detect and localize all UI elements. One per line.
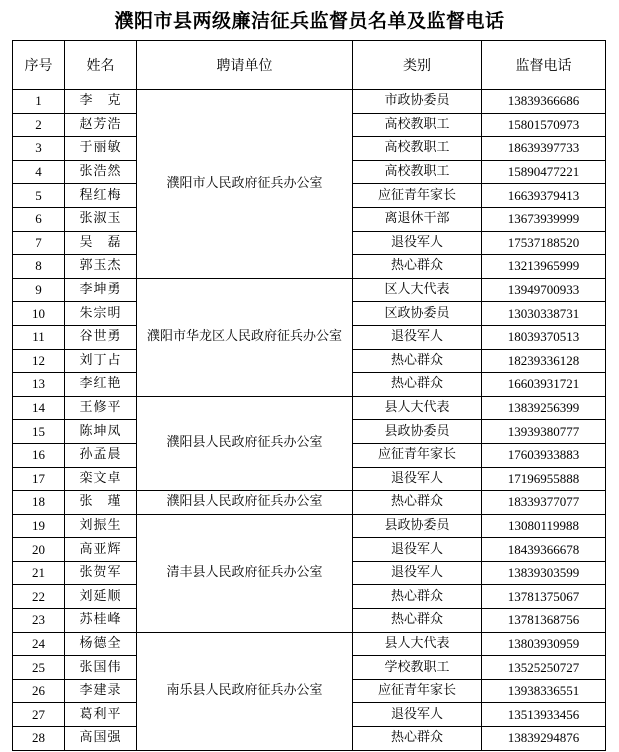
row-category: 退役军人	[353, 703, 482, 727]
table-row	[13, 90, 606, 114]
row-category: 县政协委员	[353, 420, 482, 444]
row-name: 杨德全	[65, 632, 137, 656]
row-name: 李建录	[65, 679, 137, 703]
table-body	[13, 90, 606, 751]
table-row	[13, 491, 606, 515]
row-name: 吴 磊	[65, 231, 137, 255]
row-index: 23	[13, 609, 65, 633]
table-row	[13, 632, 606, 656]
row-index: 18	[13, 491, 65, 515]
row-category: 热心群众	[353, 609, 482, 633]
row-phone: 13213965999	[482, 255, 606, 279]
row-index: 7	[13, 231, 65, 255]
row-index: 1	[13, 90, 65, 114]
row-index: 2	[13, 113, 65, 137]
row-name: 高国强	[65, 727, 137, 751]
row-name: 李坤勇	[65, 278, 137, 302]
row-index: 27	[13, 703, 65, 727]
header-category: 类别	[353, 41, 482, 90]
row-category: 退役军人	[353, 538, 482, 562]
row-name: 刘丁占	[65, 349, 137, 373]
row-category: 县人大代表	[353, 632, 482, 656]
row-name: 赵芳浩	[65, 113, 137, 137]
row-phone: 18639397733	[482, 137, 606, 161]
row-phone: 13525250727	[482, 656, 606, 680]
row-index: 13	[13, 373, 65, 397]
row-name: 张贺军	[65, 561, 137, 585]
row-index: 4	[13, 160, 65, 184]
row-phone: 18439366678	[482, 538, 606, 562]
row-index: 26	[13, 679, 65, 703]
row-phone: 13030338731	[482, 302, 606, 326]
row-phone: 18339377077	[482, 491, 606, 515]
row-index: 12	[13, 349, 65, 373]
row-unit: 濮阳县人民政府征兵办公室	[137, 491, 353, 515]
row-phone: 13839294876	[482, 727, 606, 751]
row-phone: 16639379413	[482, 184, 606, 208]
row-category: 高校教职工	[353, 160, 482, 184]
row-category: 县政协委员	[353, 514, 482, 538]
row-category: 学校教职工	[353, 656, 482, 680]
row-category: 离退休干部	[353, 207, 482, 231]
row-index: 9	[13, 278, 65, 302]
row-index: 24	[13, 632, 65, 656]
row-index: 3	[13, 137, 65, 161]
row-category: 热心群众	[353, 491, 482, 515]
table-row	[13, 514, 606, 538]
row-name: 张国伟	[65, 656, 137, 680]
row-index: 25	[13, 656, 65, 680]
row-index: 15	[13, 420, 65, 444]
row-name: 朱宗明	[65, 302, 137, 326]
row-category: 热心群众	[353, 349, 482, 373]
row-phone: 13781375067	[482, 585, 606, 609]
row-phone: 13781368756	[482, 609, 606, 633]
row-phone: 13839366686	[482, 90, 606, 114]
row-index: 16	[13, 443, 65, 467]
row-index: 19	[13, 514, 65, 538]
table-header-row	[13, 41, 606, 90]
header-unit: 聘请单位	[137, 41, 353, 90]
row-name: 于丽敏	[65, 137, 137, 161]
header-phone: 监督电话	[482, 41, 606, 90]
row-phone: 17537188520	[482, 231, 606, 255]
row-phone: 18039370513	[482, 325, 606, 349]
row-phone: 16603931721	[482, 373, 606, 397]
row-category: 市政协委员	[353, 90, 482, 114]
page-title: 濮阳市县两级廉洁征兵监督员名单及监督电话	[114, 10, 505, 32]
row-name: 张淑玉	[65, 207, 137, 231]
row-category: 热心群众	[353, 255, 482, 279]
row-name: 苏桂峰	[65, 609, 137, 633]
row-name: 郭玉杰	[65, 255, 137, 279]
row-index: 14	[13, 396, 65, 420]
row-index: 8	[13, 255, 65, 279]
row-name: 谷世勇	[65, 325, 137, 349]
row-category: 退役军人	[353, 325, 482, 349]
row-phone: 13803930959	[482, 632, 606, 656]
row-name: 李红艳	[65, 373, 137, 397]
row-index: 21	[13, 561, 65, 585]
row-name: 陈坤凤	[65, 420, 137, 444]
table-row	[13, 396, 606, 420]
row-category: 应征青年家长	[353, 443, 482, 467]
row-index: 28	[13, 727, 65, 751]
row-unit: 濮阳县人民政府征兵办公室	[137, 396, 353, 490]
row-category: 应征青年家长	[353, 679, 482, 703]
header-name: 姓名	[65, 41, 137, 90]
row-name: 李 克	[65, 90, 137, 114]
row-index: 11	[13, 325, 65, 349]
row-name: 孙孟晨	[65, 443, 137, 467]
row-name: 刘振生	[65, 514, 137, 538]
row-phone: 17603933883	[482, 443, 606, 467]
row-phone: 17196955888	[482, 467, 606, 491]
row-phone: 18239336128	[482, 349, 606, 373]
row-unit: 清丰县人民政府征兵办公室	[137, 514, 353, 632]
row-category: 退役军人	[353, 467, 482, 491]
row-phone: 13939380777	[482, 420, 606, 444]
row-unit: 南乐县人民政府征兵办公室	[137, 632, 353, 750]
row-name: 程红梅	[65, 184, 137, 208]
row-phone: 13673939999	[482, 207, 606, 231]
row-name: 张浩然	[65, 160, 137, 184]
row-phone: 13839303599	[482, 561, 606, 585]
row-category: 区政协委员	[353, 302, 482, 326]
row-category: 热心群众	[353, 727, 482, 751]
row-index: 6	[13, 207, 65, 231]
row-name: 高亚辉	[65, 538, 137, 562]
row-index: 17	[13, 467, 65, 491]
row-phone: 13080119988	[482, 514, 606, 538]
row-category: 应征青年家长	[353, 184, 482, 208]
row-index: 22	[13, 585, 65, 609]
row-index: 10	[13, 302, 65, 326]
row-category: 退役军人	[353, 561, 482, 585]
row-index: 20	[13, 538, 65, 562]
row-name: 张 瑾	[65, 491, 137, 515]
row-unit: 濮阳市人民政府征兵办公室	[137, 90, 353, 279]
header-index: 序号	[13, 41, 65, 90]
row-name: 王修平	[65, 396, 137, 420]
row-category: 高校教职工	[353, 137, 482, 161]
supervisor-table	[12, 40, 606, 751]
row-category: 高校教职工	[353, 113, 482, 137]
row-phone: 13949700933	[482, 278, 606, 302]
row-phone: 13839256399	[482, 396, 606, 420]
row-category: 区人大代表	[353, 278, 482, 302]
row-name: 葛利平	[65, 703, 137, 727]
row-category: 热心群众	[353, 585, 482, 609]
row-category: 县人大代表	[353, 396, 482, 420]
row-unit: 濮阳市华龙区人民政府征兵办公室	[137, 278, 353, 396]
row-phone: 15801570973	[482, 113, 606, 137]
row-name: 刘延顺	[65, 585, 137, 609]
row-phone: 15890477221	[482, 160, 606, 184]
table-row	[13, 278, 606, 302]
row-category: 退役军人	[353, 231, 482, 255]
row-phone: 13938336551	[482, 679, 606, 703]
row-index: 5	[13, 184, 65, 208]
row-phone: 13513933456	[482, 703, 606, 727]
row-name: 栾文卓	[65, 467, 137, 491]
row-category: 热心群众	[353, 373, 482, 397]
